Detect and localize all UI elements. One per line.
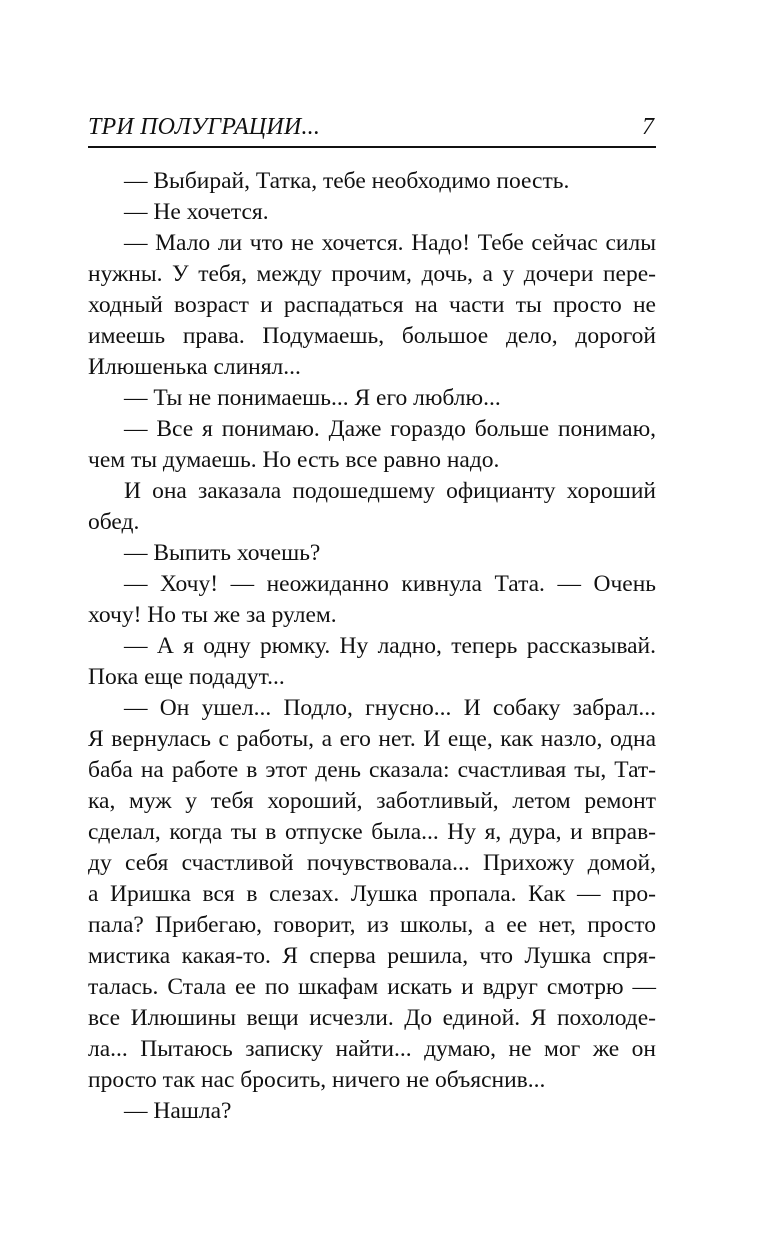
text-line: имеешь права. Подумаешь, большое дело, дорогой xyxy=(88,323,656,349)
text-line: ка, муж у тебя хороший, заботливый, летом ремонт xyxy=(88,788,656,814)
text-line: И она заказала подошедшему официанту хороший xyxy=(124,478,656,504)
text-line: ходный возраст и распадаться на части ты просто не xyxy=(88,292,656,318)
text-line: — Он ушел... Подло, гнусно... И собаку забрал... xyxy=(124,695,656,721)
text-line: — Ты не понимаешь... Я его люблю... xyxy=(124,385,501,411)
text-line: — Выпить хочешь? xyxy=(124,540,321,566)
body-text xyxy=(88,166,656,1127)
text-line: хочу! Но ты же за рулем. xyxy=(88,602,337,628)
text-line: талась. Стала ее по шкафам искать и вдруг смотрю — xyxy=(88,974,656,1000)
page-number: 7 xyxy=(642,114,654,140)
text-line: баба на работе в этот день сказала: счастливая ты, Тат- xyxy=(88,757,656,783)
text-line: пала? Прибегаю, говорит, из школы, а ее нет, просто xyxy=(88,912,656,938)
text-line: Я вернулась с работы, а его нет. И еще, как назло, одна xyxy=(88,726,656,752)
text-line: чем ты думаешь. Но есть все равно надо. xyxy=(88,447,500,473)
running-title: ТРИ ПОЛУГРАЦИИ... xyxy=(88,114,321,140)
text-line: — Хочу! — неожиданно кивнула Тата. — Очень xyxy=(124,571,656,597)
text-line: Пока еще подадут... xyxy=(88,664,285,690)
text-line: Илюшенька слинял... xyxy=(88,354,301,380)
text-line: ду себя счастливой почувствовала... Прихожу домой, xyxy=(88,850,656,876)
text-line: ла... Пытаюсь записку найти... думаю, не мог же он xyxy=(88,1036,656,1062)
text-line: — А я одну рюмку. Ну ладно, теперь рассказывай. xyxy=(124,633,656,659)
text-line: обед. xyxy=(88,509,140,535)
text-line: — Нашла? xyxy=(124,1098,232,1124)
text-line: нужны. У тебя, между прочим, дочь, а у дочери пере- xyxy=(88,261,656,287)
text-line: — Выбирай, Татка, тебе необходимо поесть. xyxy=(124,168,570,194)
text-line: — Все я понимаю. Даже гораздо больше понимаю, xyxy=(124,416,656,442)
text-line: сделал, когда ты в отпуске была... Ну я, дура, и вправ- xyxy=(88,819,656,845)
text-line: — Мало ли что не хочется. Надо! Тебе сейчас силы xyxy=(124,230,656,256)
text-line: — Не хочется. xyxy=(124,199,269,225)
text-line: просто так нас бросить, ничего не объяснив... xyxy=(88,1067,546,1093)
text-line: все Илюшины вещи исчезли. До единой. Я похолоде- xyxy=(88,1005,656,1031)
text-line: мистика какая-то. Я сперва решила, что Лушка спря- xyxy=(88,943,656,969)
running-header xyxy=(88,112,656,148)
text-line: а Иришка вся в слезах. Лушка пропала. Как — про- xyxy=(88,881,656,907)
